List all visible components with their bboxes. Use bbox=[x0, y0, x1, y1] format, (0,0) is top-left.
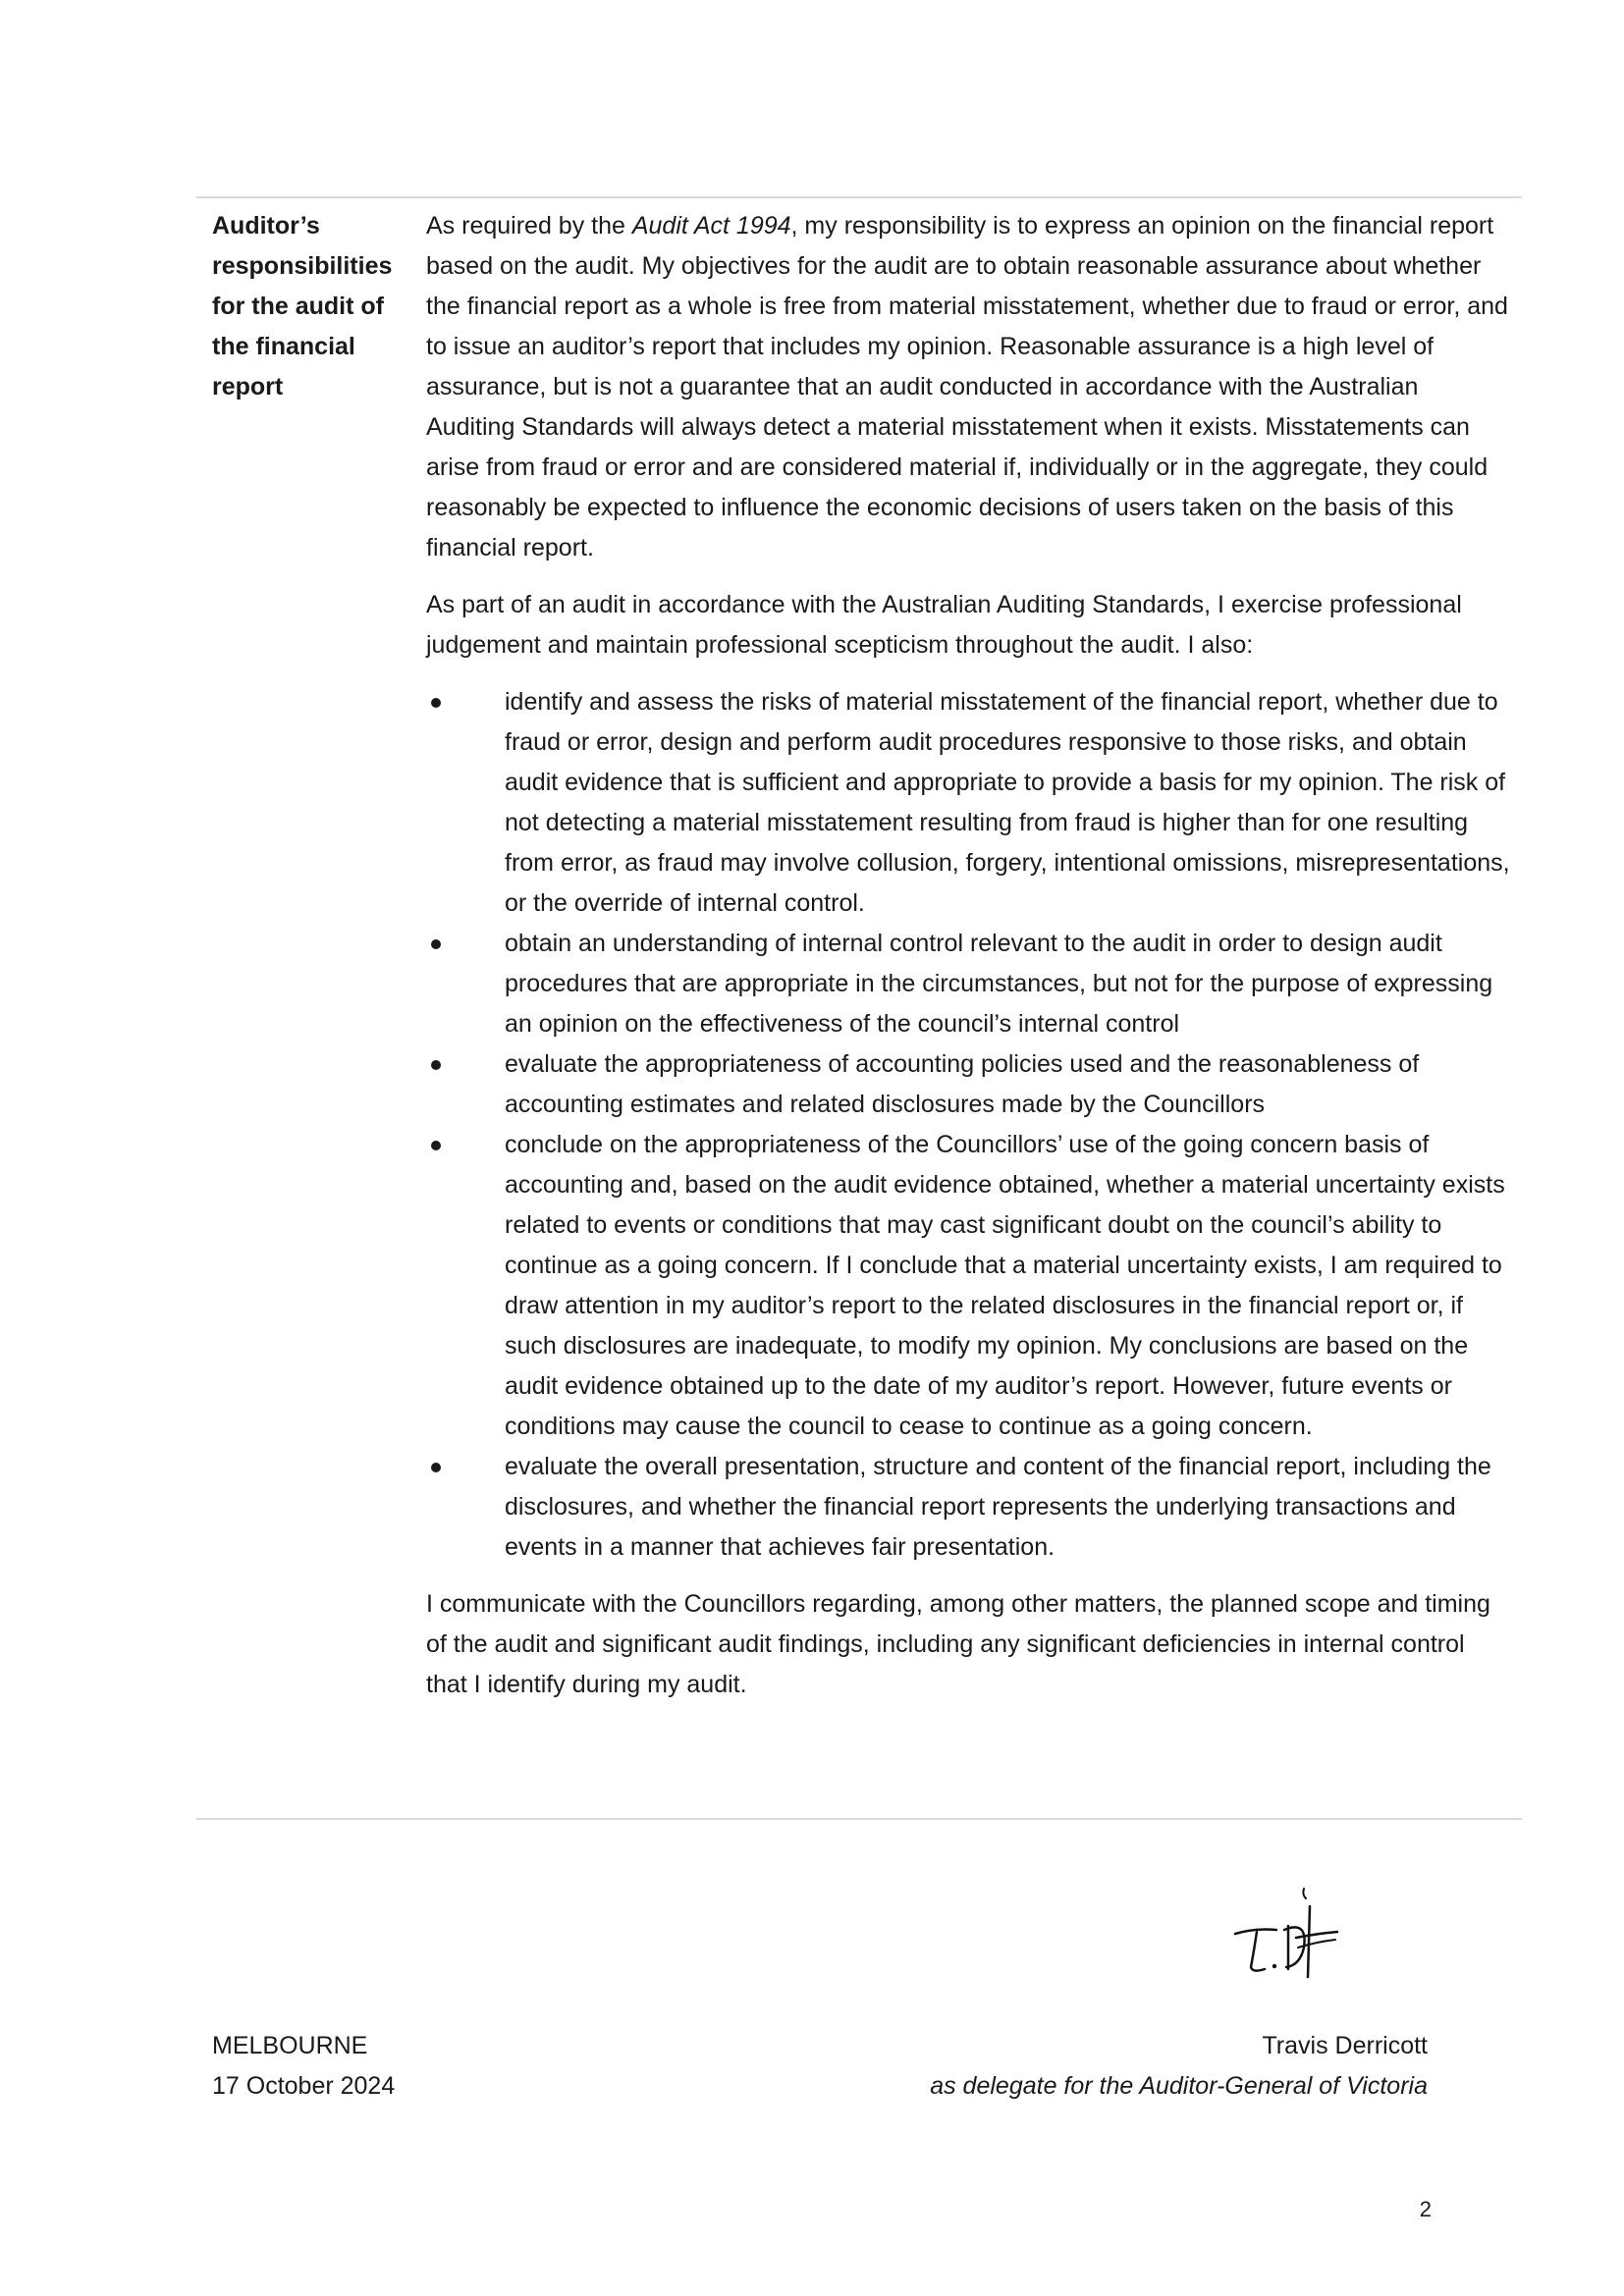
responsibility-list bbox=[426, 682, 1511, 1568]
signer-title: as delegate for the Auditor-General of Victoria bbox=[930, 2072, 1428, 2100]
paragraph-communication: I communicate with the Councillors regarding, among other matters, the planned scope and timing of the audit and significant audit findings, including any significant deficiencies in internal control that I identify during my audit. bbox=[426, 1590, 1490, 1698]
bottom-divider bbox=[196, 1818, 1522, 1820]
list-item: evaluate the overall presentation, structure and content of the financial report, including the disclosures, and whether the financial report represents the underlying transactions and events in a manner that achieves fair presentation. bbox=[426, 1447, 1511, 1568]
signing-date: 17 October 2024 bbox=[212, 2072, 396, 2100]
list-item: evaluate the appropriateness of accounting policies used and the reasonableness of accounting estimates and related disclosures made by the Councillors bbox=[426, 1044, 1511, 1125]
section-heading: Auditor’s responsibilities for the audit of the financial report bbox=[212, 212, 393, 400]
handwritten-signature bbox=[1227, 1883, 1365, 1991]
paragraph-1-pre: As required by the bbox=[426, 212, 632, 240]
paragraph-scepticism: As part of an audit in accordance with the Australian Auditing Standards, I exercise professional judgement and maintain professional scepticism throughout the audit. I also: bbox=[426, 591, 1462, 659]
list-item: conclude on the appropriateness of the Councillors’ use of the going concern basis of accounting and, based on the audit evidence obtained, whether a material uncertainty exists related to events or conditions that may cast significant doubt on the council’s ability to continue as a going concern. If I conclude that a material uncertainty exists, I am required to draw attention in my auditor’s report to the related disclosures in the financial report or, if such disclosures are inadequate, to modify my opinion. My conclusions are based on the audit evidence obtained up to the date of my auditor’s report. However, future events or conditions may cause the council to cease to continue as a going concern. bbox=[426, 1125, 1511, 1447]
audit-act-reference: Audit Act 1994 bbox=[631, 212, 791, 240]
top-divider bbox=[196, 196, 1522, 198]
section-body bbox=[426, 206, 1511, 1722]
list-item: obtain an understanding of internal control relevant to the audit in order to design audit procedures that are appropriate in the circumstances, but not for the purpose of expressing an opinion on the effectiveness of the council’s internal control bbox=[426, 924, 1511, 1044]
paragraph-1-post: , my responsibility is to express an opinion on the financial report based on the audit. My objectives for the audit are to obtain reasonable assurance about whether the financial report as a whole is free from material misstatement, whether due to fraud or error, and to issue an auditor’s report that includes my opinion. Reasonable assurance is a high level of assurance, but is not a guarantee that an audit conducted in accordance with the Australian Auditing Standards will always detect a material misstatement when it exists. Misstatements can arise from fraud or error and are considered material if, individually or in the aggregate, they could reasonably be expected to influence the economic decisions of users taken on the basis of this financial report. bbox=[426, 212, 1508, 561]
signer-name: Travis Derricott bbox=[1262, 2032, 1428, 2059]
signing-city: MELBOURNE bbox=[212, 2032, 368, 2059]
paragraph-responsibility bbox=[426, 206, 1511, 568]
list-item: identify and assess the risks of material misstatement of the financial report, whether due to fraud or error, design and perform audit procedures responsive to those risks, and obtain audit evidence that is sufficient and appropriate to provide a basis for my opinion. The risk of not detecting a material misstatement resulting from fraud is higher than for one resulting from error, as fraud may involve collusion, forgery, intentional omissions, misrepresentations, or the override of internal control. bbox=[426, 682, 1511, 924]
page-number: 2 bbox=[1419, 2197, 1432, 2221]
